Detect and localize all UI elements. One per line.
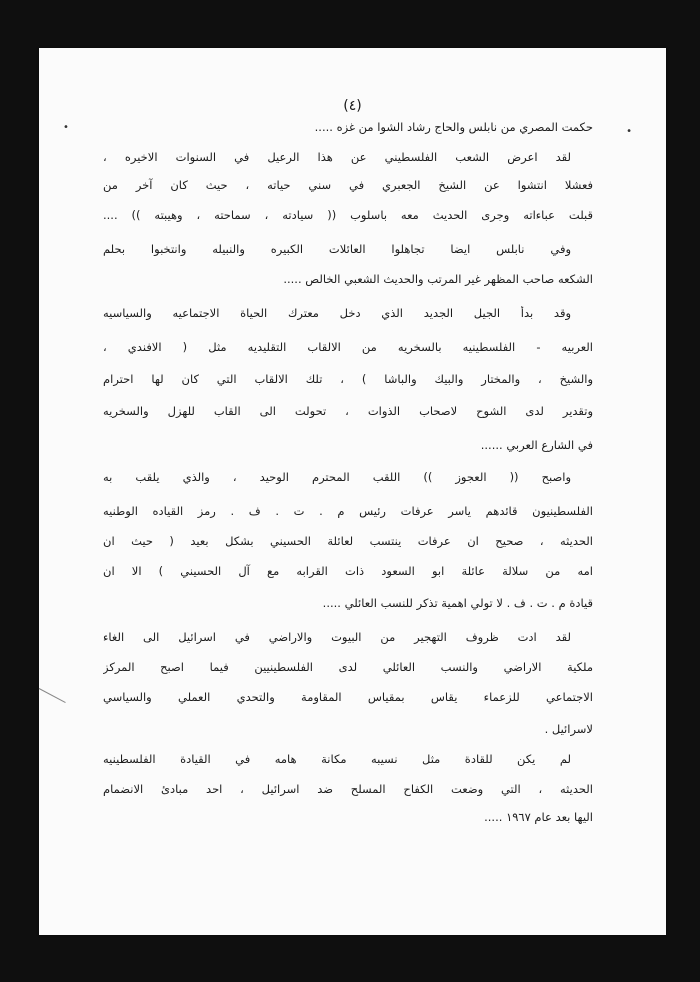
text-line: والشيخ ، والمختار والبيك والباشا ) ، تلك الالقاب التي كان لها احترام [103, 372, 593, 386]
text-line: لم يكن للقادة مثل نسيبه مكانة هامه في القيادة الفلسطينيه [103, 752, 571, 766]
text-line: الاجتماعي للزعماء يقاس بمقياس المقاومة والتحدي العملي والسياسي [103, 690, 593, 704]
text-line: وفي نابلس ايضا تجاهلوا العائلات الكبيره والنبيله وانتخبوا بحلم [103, 242, 571, 256]
margin-mark-left: • [63, 122, 69, 133]
text-line: الحديثه ، صحيح ان عرفات ينتسب لعائلة الحسيني بشكل بعيد ( حيث ان [103, 534, 593, 548]
text-line: الشكعه صاحب المظهر غير المرتب والحديث الشعبي الخالص ..... [283, 272, 593, 286]
text-line: لقد اعرض الشعب الفلسطيني عن هذا الرعيل في السنوات الاخيره ، [103, 150, 571, 164]
text-line: اليها بعد عام ١٩٦٧ ..... [484, 810, 593, 824]
margin-mark-right: • [626, 126, 632, 137]
text-line: الفلسطينيون قائدهم ياسر عرفات رئيس م . ت . ف . رمز القياده الوطنيه [103, 504, 593, 518]
text-line: وقد بدأ الجيل الجديد الذي دخل معترك الحياة الاجتماعيه والسياسيه [103, 306, 571, 320]
text-line: حكمت المصري من نابلس والحاج رشاد الشوا من غزه ..... [314, 120, 593, 134]
text-line: وتقدير لدى الشوح لاصحاب الذوات ، تحولت الى القاب للهزل والسخريه [103, 404, 593, 418]
text-line: واصبح (( العجوز )) اللقب المحترم الوحيد ، والذي يلقب به [103, 470, 571, 484]
text-line: قبلت عباءاته وجرى الحديث معه باسلوب (( سيادته ، سماحته ، وهيبته )) .... [103, 208, 593, 222]
text-line: في الشارع العربي ...... [480, 438, 593, 452]
text-line: العربيه - الفلسطينيه بالسخريه من الالقاب التقليديه مثل ( الافندي ، [103, 340, 593, 354]
text-line: قيادة م . ت . ف . لا تولي اهمية تذكر للنسب العائلي ..... [322, 596, 593, 610]
text-line: فعشلا انتشوا عن الشيخ الجعبري في سني حياته ، حيث كان آخر من [103, 178, 593, 192]
scan-edge-line [39, 688, 66, 703]
text-line: ملكية الاراضي والنسب العائلي لدى الفلسطينيين فيما اصبح المركز [103, 660, 593, 674]
text-line: الحديثه ، التي وضعت الكفاح المسلح ضد اسرائيل ، احد مبادئ الانضمام [103, 782, 593, 796]
page-number: (٤) [343, 98, 362, 114]
text-line: لاسرائيل . [544, 722, 593, 736]
text-line: امه من سلالة عائلة ابو السعود ذات القرابه مع آل الحسيني ) الا ان [103, 564, 593, 578]
document-page [39, 48, 666, 935]
text-line: لقد ادت ظروف التهجير من البيوت والاراضي في اسرائيل الى الغاء [103, 630, 571, 644]
